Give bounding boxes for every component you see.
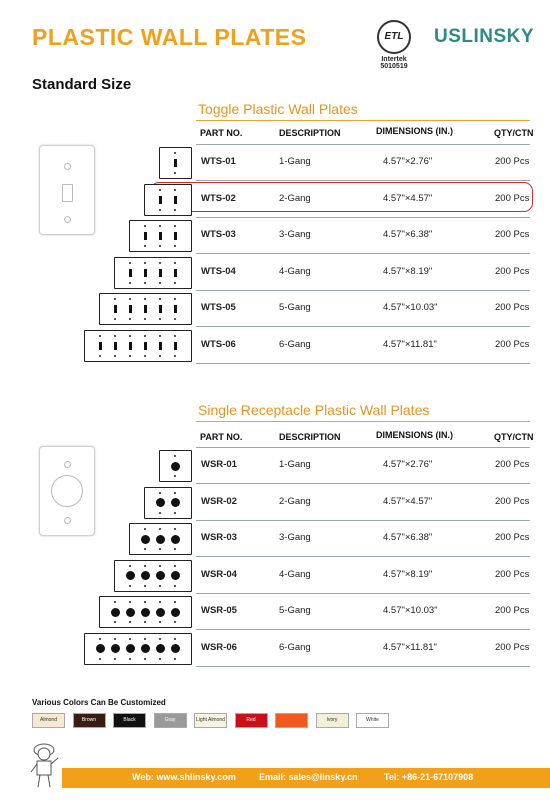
dimensions-cell: 4.57"×11.81" xyxy=(383,641,437,653)
description-cell: 4-Gang xyxy=(279,265,311,277)
table-row-divider xyxy=(196,253,530,254)
dimensions-cell: 4.57"×6.38" xyxy=(383,532,433,543)
quantity-cell: 200 Pcs xyxy=(495,495,530,507)
receptacle-6-gang-diagram xyxy=(84,633,192,665)
col-header-qty: QTY/CTN xyxy=(494,432,534,442)
part-number-cell: WSR-02 xyxy=(201,495,237,507)
toggle-5-gang-diagram xyxy=(99,293,192,325)
toggle-3-gang-diagram xyxy=(129,220,192,252)
table-row-divider xyxy=(196,520,530,521)
description-cell: 6-Gang xyxy=(279,338,311,350)
footer-bar xyxy=(62,768,550,788)
color-swatch: Brown xyxy=(73,713,106,728)
part-number-cell: WSR-03 xyxy=(201,532,237,543)
part-number-cell: WSR-04 xyxy=(201,568,237,580)
description-cell: 3-Gang xyxy=(279,229,311,240)
quantity-cell: 200 Pcs xyxy=(495,192,530,204)
toggle-2-gang-diagram xyxy=(144,184,192,216)
part-number-cell: WTS-01 xyxy=(201,156,236,167)
description-cell: 1-Gang xyxy=(279,156,311,167)
receptacle-section-title: Single Receptacle Plastic Wall Plates xyxy=(198,402,430,418)
table-row-divider xyxy=(196,483,530,484)
footer-website[interactable]: Web: www.shlinsky.com xyxy=(132,772,236,782)
worker-mascot-icon xyxy=(28,738,64,790)
receptacle-4-gang-diagram xyxy=(114,560,192,592)
description-cell: 5-Gang xyxy=(279,605,311,616)
part-number-cell: WSR-05 xyxy=(201,605,237,616)
etl-certification-mark xyxy=(374,20,414,70)
color-swatch: Black xyxy=(113,713,146,728)
col-header-part: PART NO. xyxy=(200,432,243,442)
color-swatch: White xyxy=(356,713,389,728)
receptacle-3-gang-diagram xyxy=(129,523,192,555)
receptacle-5-gang-diagram xyxy=(99,596,192,628)
quantity-cell: 200 Pcs xyxy=(495,338,530,350)
toggle-1-gang-diagram xyxy=(159,147,192,179)
color-swatch: Gray xyxy=(154,713,187,728)
table-row-divider xyxy=(196,326,530,327)
description-cell: 2-Gang xyxy=(279,495,311,507)
quantity-cell: 200 Pcs xyxy=(495,605,530,616)
table-row-divider xyxy=(196,180,530,181)
brand-logo: USLINSKY xyxy=(434,26,535,47)
col-header-part: PART NO. xyxy=(200,128,243,138)
part-number-cell: WTS-02 xyxy=(201,192,236,204)
cert-intertek-text: Intertek xyxy=(381,56,407,63)
col-header-qty: QTY/CTN xyxy=(494,128,534,138)
part-number-cell: WSR-06 xyxy=(201,641,237,653)
col-header-dimensions: DIMENSIONS (IN.) xyxy=(376,430,454,440)
table-row-divider xyxy=(196,556,530,557)
table-row-divider xyxy=(196,290,530,291)
dimensions-cell: 4.57"×6.38" xyxy=(383,229,433,240)
dimensions-cell: 4.57"×2.76" xyxy=(383,156,433,167)
quantity-cell: 200 Pcs xyxy=(495,229,530,240)
part-number-cell: WTS-06 xyxy=(201,338,236,350)
table-row-divider xyxy=(196,629,530,630)
quantity-cell: 200 Pcs xyxy=(495,265,530,277)
section-subtitle: Standard Size xyxy=(32,76,132,93)
part-number-cell: WTS-04 xyxy=(201,265,236,277)
toggle-6-gang-diagram xyxy=(84,330,192,362)
dimensions-cell: 4.57"×8.19" xyxy=(383,568,433,580)
toggle-4-gang-diagram xyxy=(114,257,192,289)
part-number-cell: WTS-03 xyxy=(201,229,236,240)
col-header-description: DESCRIPTION xyxy=(279,128,341,138)
highlighted-row-outline xyxy=(150,182,533,212)
table-row-divider xyxy=(196,666,530,667)
dimensions-cell: 4.57"×11.81" xyxy=(383,338,437,350)
color-swatch xyxy=(275,713,308,728)
part-number-cell: WTS-05 xyxy=(201,302,236,313)
description-cell: 1-Gang xyxy=(279,459,311,470)
receptacle-2-gang-diagram xyxy=(144,487,192,519)
toggle-section-title: Toggle Plastic Wall Plates xyxy=(198,101,358,117)
quantity-cell: 200 Pcs xyxy=(495,156,530,167)
dimensions-cell: 4.57"×2.76" xyxy=(383,459,433,470)
color-swatch: Almond xyxy=(32,713,65,728)
footer-email[interactable]: Email: sales@linsky.cn xyxy=(259,772,358,782)
receptacle-plate-image xyxy=(39,446,95,536)
dimensions-cell: 4.57"×10.03" xyxy=(383,302,438,313)
color-swatch: Ivory xyxy=(316,713,349,728)
quantity-cell: 200 Pcs xyxy=(495,459,530,470)
dimensions-cell: 4.57"×8.19" xyxy=(383,265,433,277)
description-cell: 2-Gang xyxy=(279,192,311,204)
quantity-cell: 200 Pcs xyxy=(495,568,530,580)
etl-logo-icon: ETL xyxy=(377,20,411,54)
receptacle-title-rule xyxy=(196,421,530,422)
dimensions-cell: 4.57"×4.57" xyxy=(383,495,433,507)
description-cell: 6-Gang xyxy=(279,641,311,653)
table-divider xyxy=(196,144,530,145)
quantity-cell: 200 Pcs xyxy=(495,532,530,543)
page-title: PLASTIC WALL PLATES xyxy=(32,24,307,50)
dimensions-cell: 4.57"×4.57" xyxy=(383,192,433,204)
table-row-divider xyxy=(196,363,530,364)
description-cell: 4-Gang xyxy=(279,568,311,580)
table-divider xyxy=(196,447,530,448)
color-swatch: Light Almond xyxy=(194,713,227,728)
footer-phone: Tel: +86-21-67107908 xyxy=(384,772,474,782)
color-swatch: Red xyxy=(235,713,268,728)
receptacle-1-gang-diagram xyxy=(159,450,192,482)
toggle-plate-image xyxy=(39,145,95,235)
part-number-cell: WSR-01 xyxy=(201,459,237,470)
col-header-description: DESCRIPTION xyxy=(279,432,341,442)
colors-label: Various Colors Can Be Customized xyxy=(32,698,166,707)
toggle-title-rule xyxy=(196,120,530,121)
quantity-cell: 200 Pcs xyxy=(495,302,530,313)
cert-number-text: 5010519 xyxy=(380,63,408,70)
table-row-divider xyxy=(196,217,530,218)
dimensions-cell: 4.57"×10.03" xyxy=(383,605,438,616)
quantity-cell: 200 Pcs xyxy=(495,641,530,653)
col-header-dimensions: DIMENSIONS (IN.) xyxy=(376,126,454,136)
description-cell: 3-Gang xyxy=(279,532,311,543)
table-row-divider xyxy=(196,593,530,594)
description-cell: 5-Gang xyxy=(279,302,311,313)
